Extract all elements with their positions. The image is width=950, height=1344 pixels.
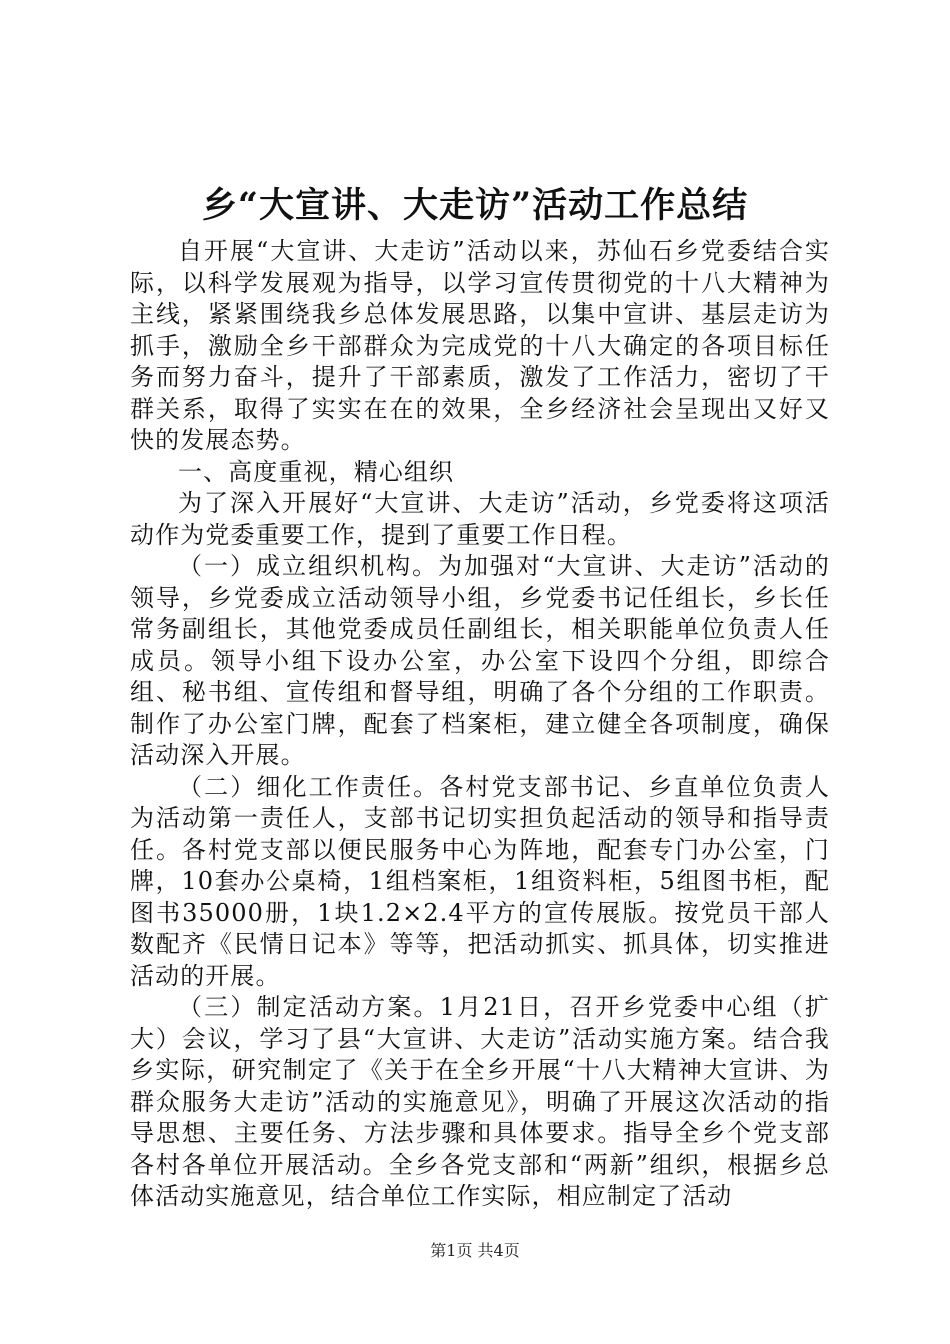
paragraph-subsection-2: （二）细化工作责任。各村党支部书记、乡直单位负责人为活动第一责任人，支部书记切实担负起活动的领导和指导责任。各村党支部以便民服务中心为阵地，配套专门办公室，门牌，10套办公桌椅，1组档案柜，1组资料柜，5组图书柜，配图书35000册，1块1.2×2.4平方的宣传展版。按党员干部人数配齐《民情日记本》等等，把活动抓实、抓具体，切实推进活动的开展。 [130,772,830,990]
paragraph-intro: 自开展“大宣讲、大走访”活动以来，苏仙石乡党委结合实际，以科学发展观为指导，以学习宣传贯彻党的十八大精神为主线，紧紧围绕我乡总体发展思路，以集中宣讲、基层走访为抓手，激励全乡干部群众为完成党的十八大确定的各项目标任务而努力奋斗，提升了干部素质，激发了工作活力，密切了干群关系，取得了实实在在的效果，全乡经济社会呈现出又好又快的发展态势。 [130,237,830,454]
paragraph-section-1: 为了深入开展好“大宣讲、大走访”活动，乡党委将这项活动作为党委重要工作，提到了重要工作日程。 [130,489,830,549]
section-heading-1: 一、高度重视，精心组织 [178,457,455,486]
paragraph-subsection-3: （三）制定活动方案。1月21日，召开乡党委中心组（扩大）会议，学习了县“大宣讲、大走访”活动实施方案。结合我乡实际，研究制定了《关于在全乡开展“十八大精神大宣讲、为群众服务大走访”活动的实施意见》，明确了开展这次活动的指导思想、主要任务、方法步骤和具体要求。指导全乡个党支部各村各单位开展活动。全乡各党支部和“两新”组织，根据乡总体活动实施意见，结合单位工作实际，相应制定了活动 [130,993,830,1210]
document-title: 乡“大宣讲、大走访”活动工作总结 [201,185,749,226]
document-body [130,236,830,1213]
paragraph-subsection-1: （一）成立组织机构。为加强对“大宣讲、大走访”活动的领导，乡党委成立活动领导小组，乡党委书记任组长，乡长任常务副组长，其他党委成员任副组长，相关职能单位负责人任成员。领导小组下设办公室，办公室下设四个分组，即综合组、秘书组、宣传组和督导组，明确了各个分组的工作职责。制作了办公室门牌，配套了档案柜，建立健全各项制度，确保活动深入开展。 [130,552,830,769]
page-number-footer: 第1页 共4页 [430,1241,520,1260]
